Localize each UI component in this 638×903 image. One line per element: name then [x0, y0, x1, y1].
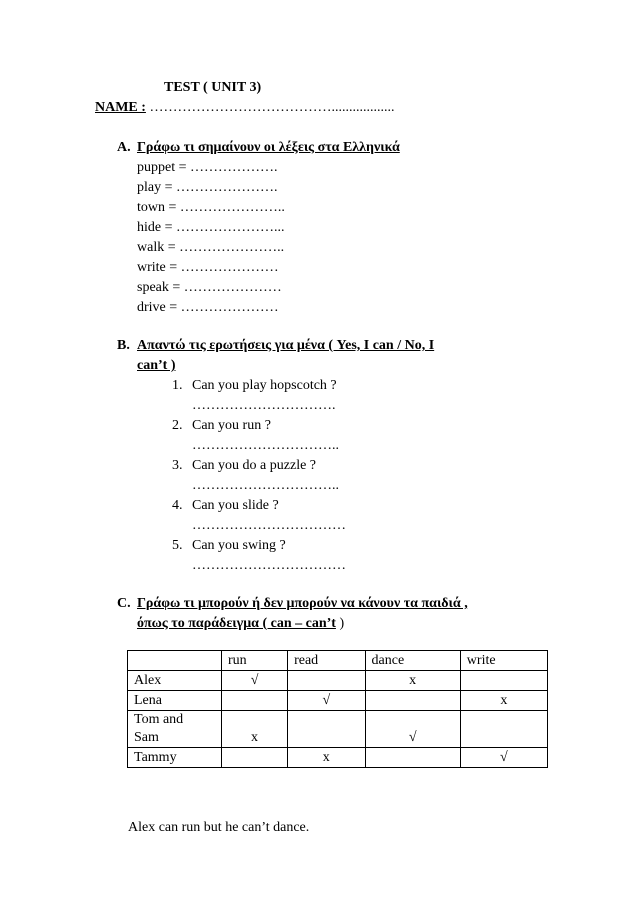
vocab-list — [137, 158, 400, 318]
answer-line: …………………………. — [192, 398, 336, 413]
table-cell — [222, 748, 288, 768]
answer-line: …………………………… — [192, 518, 346, 533]
child-name: Tom and — [134, 712, 184, 727]
vocab-item: speak = ………………… — [137, 280, 282, 295]
vocab-item: hide = …………………... — [137, 220, 285, 235]
table-header-cell: dance — [365, 651, 460, 671]
vocab-item: town = ………………….. — [137, 200, 285, 215]
question-item — [172, 456, 434, 496]
name-dots: ………………………………….................. — [149, 100, 395, 115]
table-cell: x — [288, 748, 365, 768]
table-cell — [365, 691, 460, 711]
child-name: Sam — [134, 730, 159, 745]
child-name: Alex — [128, 671, 222, 691]
section-c-heading-tail: ) — [335, 616, 345, 631]
answer-line: ………………………….. — [192, 478, 339, 493]
table-row — [128, 671, 548, 691]
table-cell — [460, 711, 547, 748]
question-item — [172, 376, 434, 416]
question-list — [172, 376, 434, 576]
section-c — [117, 594, 468, 634]
ability-table — [127, 650, 548, 768]
table-cell — [288, 671, 365, 691]
table-cell: √ — [288, 691, 365, 711]
question-number: 4. — [172, 498, 183, 513]
question-item — [172, 416, 434, 456]
section-b — [117, 336, 434, 576]
child-name: Tammy — [128, 748, 222, 768]
table-row — [128, 711, 548, 748]
section-b-letter: B. — [117, 338, 130, 353]
table-row — [128, 748, 548, 768]
vocab-item: walk = ………………….. — [137, 240, 285, 255]
section-a-heading: Γράφω τι σημαίνουν οι λέξεις στα Ελληνικά — [137, 140, 400, 155]
answer-line: ………………………….. — [192, 438, 339, 453]
section-c-heading-line2 — [137, 614, 468, 634]
table-header-row — [128, 651, 548, 671]
section-a — [117, 138, 400, 318]
table-cell: √ — [460, 748, 547, 768]
child-name-cell — [128, 711, 222, 748]
name-line — [95, 98, 394, 118]
example-sentence: Alex can run but he can’t dance. — [128, 820, 310, 835]
question-number: 5. — [172, 538, 183, 553]
section-b-heading-line1: Απαντώ τις ερωτήσεις για μένα ( Yes, I can / No, I — [137, 338, 435, 353]
question-item — [172, 536, 434, 576]
test-title: TEST ( UNIT 3) — [164, 80, 262, 95]
question-number: 1. — [172, 378, 183, 393]
answer-line: …………………………… — [192, 558, 346, 573]
vocab-item: play = …………………. — [137, 180, 278, 195]
table-cell — [365, 748, 460, 768]
table-cell — [460, 671, 547, 691]
table-cell: x — [365, 671, 460, 691]
question-text: Can you slide ? — [192, 498, 279, 513]
section-a-letter: A. — [117, 140, 131, 155]
table-cell — [288, 711, 365, 748]
question-number: 2. — [172, 418, 183, 433]
table-cell: x — [460, 691, 547, 711]
table-cell: √ — [365, 711, 460, 748]
table-cell: √ — [222, 671, 288, 691]
question-text: Can you run ? — [192, 418, 271, 433]
child-name: Lena — [128, 691, 222, 711]
table-row — [128, 691, 548, 711]
question-text: Can you play hopscotch ? — [192, 378, 337, 393]
table-cell: x — [222, 711, 288, 748]
table-header-cell: run — [222, 651, 288, 671]
table-header-cell: read — [288, 651, 365, 671]
section-c-heading-line1: Γράφω τι μπορούν ή δεν μπορούν να κάνουν τα παιδιά , — [137, 596, 468, 611]
question-item — [172, 496, 434, 536]
table-header-cell: write — [460, 651, 547, 671]
section-b-heading-line2: can’t ) — [137, 358, 176, 373]
name-label: NAME : — [95, 100, 146, 115]
table-header-cell — [128, 651, 222, 671]
question-number: 3. — [172, 458, 183, 473]
vocab-item: puppet = ………………. — [137, 160, 278, 175]
vocab-item: write = ………………… — [137, 260, 279, 275]
section-c-letter: C. — [117, 596, 131, 611]
section-c-heading-underlined: όπως το παράδειγμα ( can – can’t — [137, 616, 336, 631]
table-cell — [222, 691, 288, 711]
question-text: Can you do a puzzle ? — [192, 458, 317, 473]
question-text: Can you swing ? — [192, 538, 286, 553]
vocab-item: drive = ………………… — [137, 300, 279, 315]
